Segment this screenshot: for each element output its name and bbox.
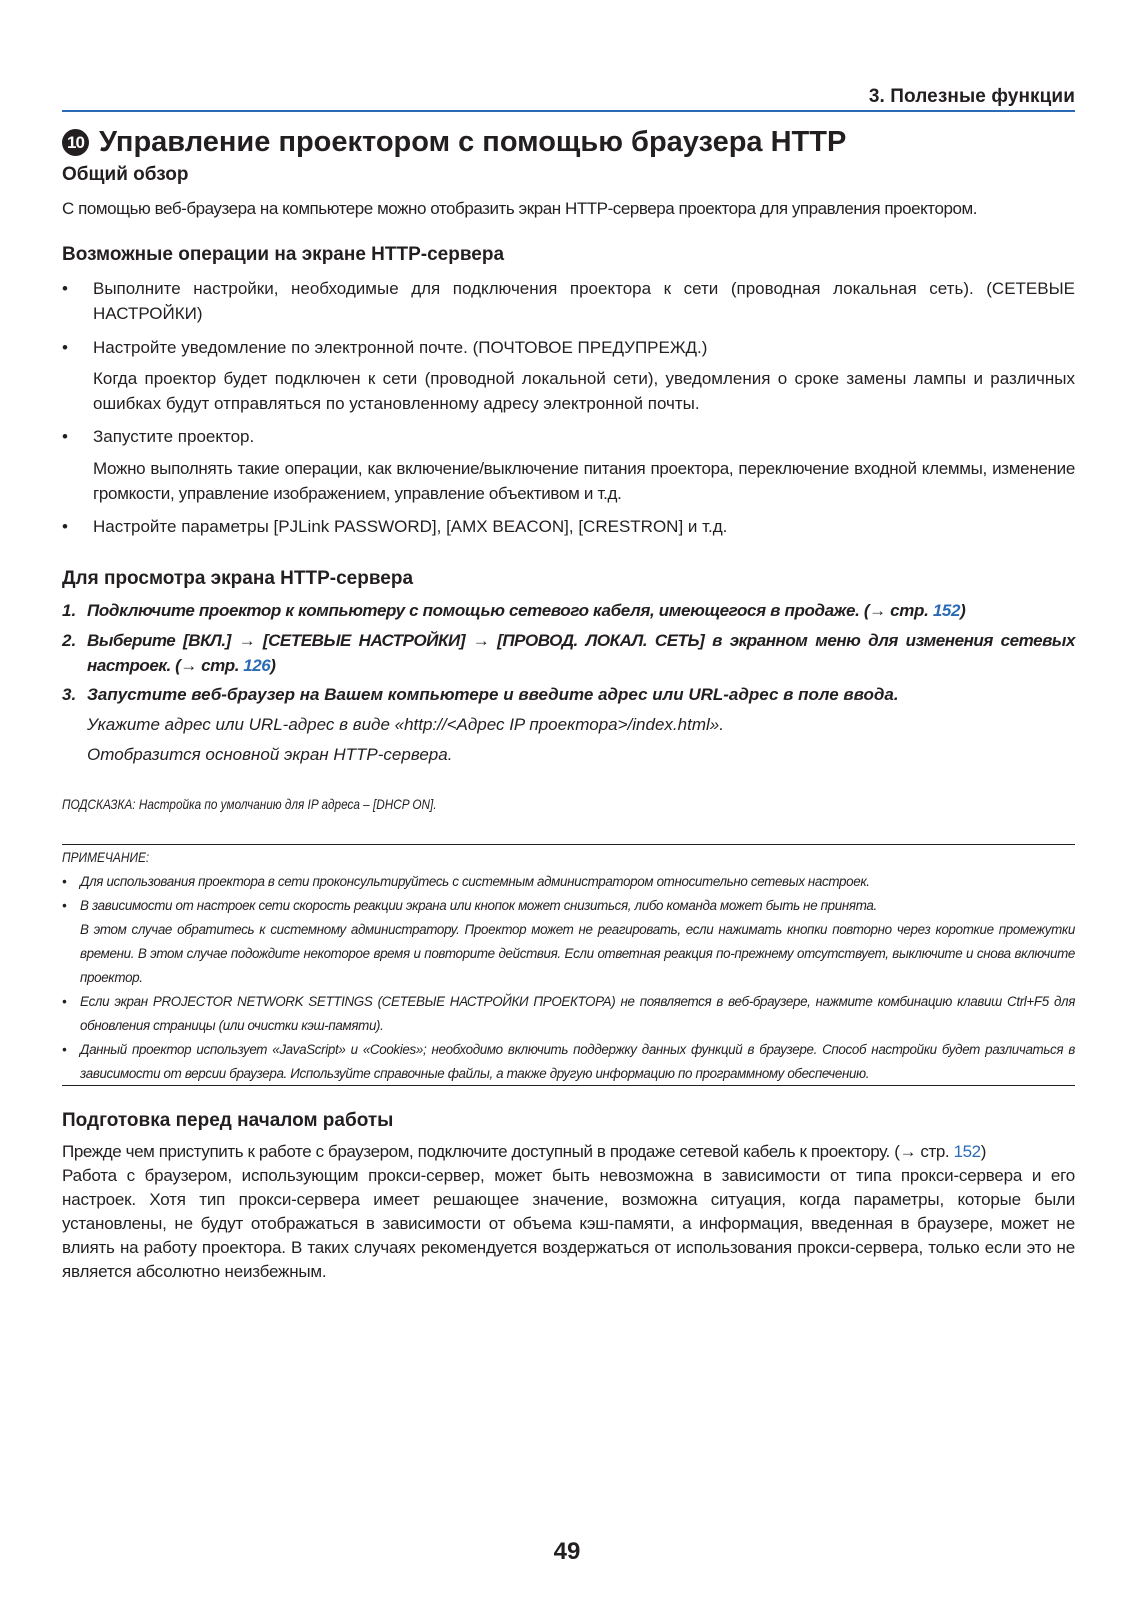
bullet: • (62, 427, 68, 446)
step-item (62, 628, 1075, 678)
note-top-rule (62, 844, 1075, 845)
list-item-text: Запустите проектор. (93, 427, 255, 446)
step-number: 1. (62, 601, 77, 620)
note-item (62, 1038, 1075, 1086)
step-tail: ) (270, 656, 276, 675)
note-item-detail: В этом случае обратитесь к системному администратору. Проектор может не реагировать, если нажимать кнопки повторно через короткие промежутки времени. В этом случае подождите некоторое время и повторите действия. Если ответная реакция по-прежнему отсутствует, выключите и снова включите проектор. (80, 922, 1075, 985)
note-item-text: Данный проектор использует «JavaScript» и «Cookies»; необходимо включить поддержку данных функций в браузере. Способ настройки будет различаться в зависимости от версии браузера. Используйте справочные файлы, а также другую информацию по программному обеспечению. (80, 1042, 1075, 1081)
operations-heading: Возможные операции на экране HTTP-сервера (62, 244, 505, 265)
note-item (62, 870, 1075, 894)
step-detail: Отобразится основной экран HTTP-сервера. (87, 745, 453, 764)
list-item-text: Настройте уведомление по электронной почте. (ПОЧТОВОЕ ПРЕДУПРЕЖД.) (93, 338, 708, 357)
bullet: • (62, 994, 67, 1009)
note-item-text: Если экран PROJECTOR NETWORK SETTINGS (СЕТЕВЫЕ НАСТРОЙКИ ПРОЕКТОРА) не появляется в веб-браузере, нажмите комбинацию клавиш Ctrl+F5 для обновления страницы (или очистки кэш-памяти). (80, 994, 1075, 1033)
viewing-heading: Для просмотра экрана HTTP-сервера (62, 568, 414, 589)
note-item-text: Для использования проектора в сети проконсультируйтесь с системным администратором относительно сетевых настроек. (80, 874, 870, 889)
step-number: 2. (62, 631, 77, 650)
list-item (62, 424, 1075, 449)
overview-heading: Общий обзор (62, 164, 189, 185)
step-number: 3. (62, 685, 77, 704)
step-text: Запустите веб-браузер на Вашем компьютере и введите адрес или URL-адрес в поле ввода. (87, 685, 899, 704)
step-text: Подключите проектор к компьютеру с помощью сетевого кабеля, имеющегося в продаже. (→ стр. (87, 601, 933, 620)
step-text: Выберите [ВКЛ.] → [СЕТЕВЫЕ НАСТРОЙКИ] → [ПРОВОД. ЛОКАЛ. СЕТЬ] в экранном меню для изменения сетевых настроек. (→ стр. (87, 631, 1075, 675)
page-link[interactable]: 152 (953, 1142, 981, 1161)
list-item (62, 276, 1075, 326)
note-label: ПРИМЕЧАНИЕ: (62, 849, 150, 865)
note-bottom-rule (62, 1085, 1075, 1086)
overview-text: С помощью веб-браузера на компьютере можно отобразить экран HTTP-сервера проектора для управления проектором. (62, 199, 977, 218)
step-tail: ) (960, 601, 966, 620)
note-item (62, 990, 1075, 1038)
step-item (62, 682, 1075, 707)
note-item (62, 894, 1075, 918)
bullet: • (62, 279, 68, 298)
note-item-text: В зависимости от настроек сети скорость реакции экрана или кнопок может снизиться, либо команда может быть не принята. (80, 898, 877, 913)
step-item (62, 598, 1075, 623)
bullet: • (62, 898, 67, 913)
preparation-heading: Подготовка перед началом работы (62, 1110, 394, 1131)
list-item (62, 335, 1075, 360)
header-rule (62, 110, 1075, 112)
list-item-detail: Когда проектор будет подключен к сети (проводной локальной сети), уведомления о сроке замены лампы и различных ошибках будут отправляться по установленному адресу электронной почты. (93, 369, 1075, 413)
bullet: • (62, 517, 68, 536)
bullet: • (62, 874, 67, 889)
bullet: • (62, 338, 68, 357)
bullet: • (62, 1042, 67, 1057)
page-link[interactable]: 152 (932, 601, 961, 620)
list-item-text: Настройте параметры [PJLink PASSWORD], [AMX BEACON], [CRESTRON] и т.д. (93, 517, 728, 536)
preparation-line1-text: Прежде чем приступить к работе с браузером, подключите доступный в продаже сетевой кабель к проектору. (→ стр. (62, 1142, 954, 1161)
hint-text: ПОДСКАЗКА: Настройка по умолчанию для IP адреса – [DHCP ON]. (62, 796, 437, 812)
section-number-badge: 10 (62, 129, 89, 156)
page-title-text: Управление проектором с помощью браузера HTTP (99, 126, 847, 158)
page-number: 49 (553, 1538, 581, 1565)
list-item-text: Выполните настройки, необходимые для подключения проектора к сети (проводная локальная сеть). (СЕТЕВЫЕ НАСТРОЙКИ) (93, 279, 1075, 323)
list-item (62, 514, 1075, 539)
preparation-first-line (62, 1140, 1075, 1164)
preparation-line1-tail: ) (980, 1142, 987, 1161)
page-title (62, 126, 1075, 159)
list-item-detail: Можно выполнять такие операции, как включение/выключение питания проектора, переключение входной клеммы, изменение громкости, управление изображением, управление объективом и т.д. (93, 459, 1075, 503)
preparation-text: Работа с браузером, использующим прокси-сервер, может быть невозможна в зависимости от типа прокси-сервера и его настроек. Хотя тип прокси-сервера имеет решающее значение, возможна ситуация, когда параметры, которые были установлены, не будут отображаться в зависимости от объема кэш-памяти, а информация, введенная в браузере, может не влиять на работу проектора. В таких случаях рекомендуется воздержаться от использования прокси-сервера, только если это не является абсолютно неизбежным. (62, 1166, 1075, 1281)
page-link[interactable]: 126 (243, 656, 271, 675)
section-header: 3. Полезные функции (868, 86, 1075, 107)
step-detail: Укажите адрес или URL-адрес в виде «http://<Адрес IP проектора>/index.html». (87, 715, 724, 734)
